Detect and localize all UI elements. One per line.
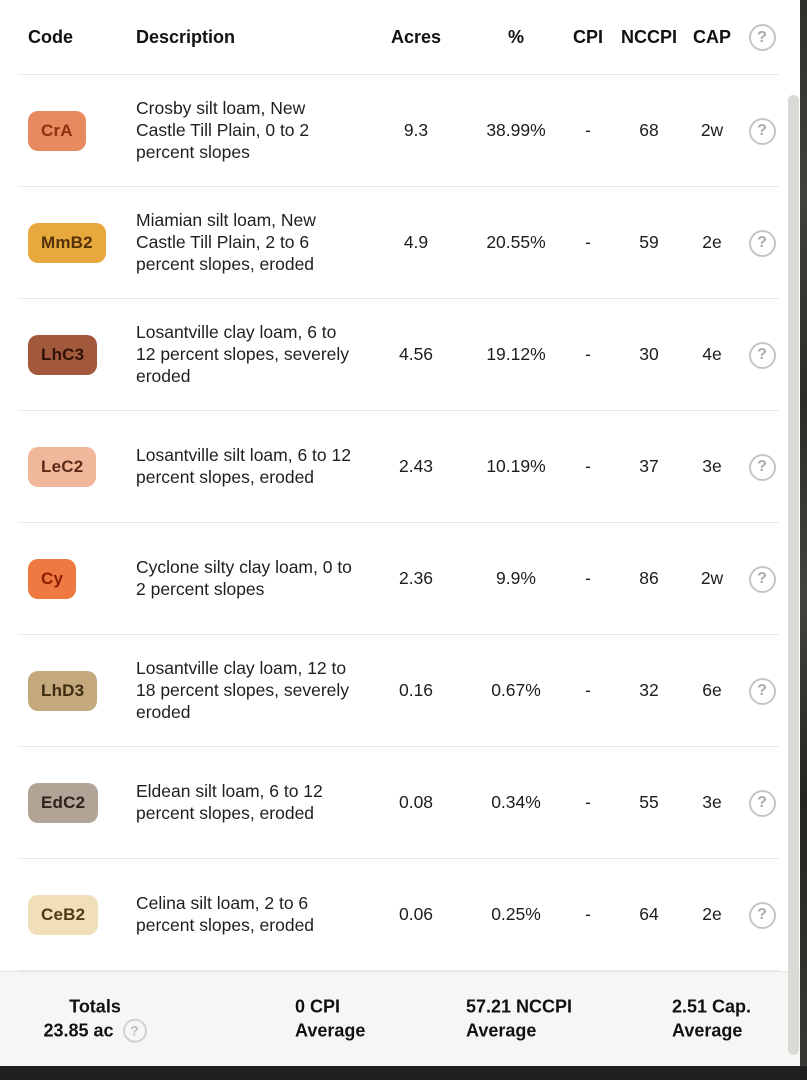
soil-code-badge: CrA — [28, 111, 86, 150]
soil-description: Losantville clay loam, 12 to 18 percent slopes, severely eroded — [136, 658, 350, 722]
code-cell — [18, 447, 136, 486]
row-help[interactable] — [736, 790, 788, 817]
cap-value: 2e — [702, 232, 722, 253]
cpi-value: - — [585, 232, 591, 253]
acres-value: 4.56 — [398, 344, 434, 365]
cap-value: 3e — [702, 792, 722, 813]
cap-average-block — [672, 995, 751, 1044]
percent-value: 20.55% — [486, 232, 546, 253]
cpi-value: - — [585, 344, 591, 365]
nccpi-value: 30 — [639, 344, 659, 365]
soil-code-badge: LhD3 — [28, 671, 97, 710]
soil-code-badge: CeB2 — [28, 895, 98, 934]
nccpi-value: 32 — [639, 680, 659, 701]
table-header — [0, 0, 800, 75]
table-row — [0, 75, 800, 187]
soil-description: Celina silt loam, 2 to 6 percent slopes, eroded — [136, 893, 315, 935]
percent-value: 38.99% — [486, 120, 546, 141]
nccpi-value: 37 — [639, 456, 659, 477]
nccpi-value: 68 — [639, 120, 659, 141]
table-row — [0, 635, 800, 747]
row-help[interactable] — [736, 118, 788, 145]
help-icon[interactable]: ? — [749, 902, 776, 929]
soil-table-body — [0, 75, 807, 971]
nccpi-value: 59 — [639, 232, 659, 253]
soil-description: Crosby silt loam, New Castle Till Plain, 0 to 2 percent slopes — [136, 98, 310, 162]
totals-help-icon[interactable]: ? — [123, 1019, 147, 1043]
code-cell — [18, 111, 136, 150]
help-icon[interactable]: ? — [749, 230, 776, 257]
column-header-percent: % — [507, 27, 524, 47]
help-icon[interactable]: ? — [749, 566, 776, 593]
bottom-bar — [0, 1066, 807, 1080]
soil-code-badge: MmB2 — [28, 223, 106, 262]
cap-value: 2w — [700, 568, 724, 589]
cap-average-value: 2.51 Cap. — [672, 996, 752, 1017]
acres-value: 0.08 — [398, 792, 434, 813]
cpi-value: - — [585, 680, 591, 701]
soil-code-badge: LhC3 — [28, 335, 97, 374]
percent-value: 0.25% — [491, 904, 541, 925]
column-header-cap: CAP — [692, 27, 731, 47]
soil-code-badge: Cy — [28, 559, 76, 598]
row-help[interactable] — [736, 902, 788, 929]
acres-value: 9.3 — [403, 120, 429, 141]
soil-description: Losantville clay loam, 6 to 12 percent slopes, severely eroded — [136, 322, 350, 386]
cpi-value: - — [585, 904, 591, 925]
cpi-average-block — [295, 995, 365, 1044]
cap-value: 2e — [702, 904, 722, 925]
nccpi-average-value: 57.21 NCCPI — [466, 996, 573, 1017]
code-cell — [18, 223, 136, 262]
header-help[interactable] — [736, 24, 788, 51]
percent-value: 0.67% — [491, 680, 541, 701]
column-header-cpi: CPI — [572, 27, 603, 47]
column-header-code: Code — [28, 27, 73, 47]
help-icon[interactable]: ? — [749, 678, 776, 705]
nccpi-value: 64 — [639, 904, 659, 925]
percent-value: 19.12% — [486, 344, 546, 365]
row-help[interactable] — [736, 678, 788, 705]
table-row — [0, 747, 800, 859]
column-header-nccpi: NCCPI — [620, 27, 677, 47]
row-help[interactable] — [736, 342, 788, 369]
help-icon[interactable]: ? — [749, 24, 776, 51]
cap-value: 3e — [702, 456, 722, 477]
help-icon[interactable]: ? — [749, 454, 776, 481]
nccpi-average-label: Average — [466, 1021, 537, 1041]
table-row — [0, 523, 800, 635]
help-icon[interactable]: ? — [749, 118, 776, 145]
totals-label: Totals — [69, 996, 121, 1017]
soil-code-badge: LeC2 — [28, 447, 96, 486]
code-cell — [18, 671, 136, 710]
code-cell — [18, 895, 136, 934]
row-help[interactable] — [736, 566, 788, 593]
acres-value: 0.06 — [398, 904, 434, 925]
acres-value: 0.16 — [398, 680, 434, 701]
row-help[interactable] — [736, 454, 788, 481]
cpi-average-label: Average — [295, 1021, 366, 1041]
code-cell — [18, 559, 136, 598]
code-cell — [18, 335, 136, 374]
vertical-scrollbar[interactable] — [788, 95, 799, 1055]
percent-value: 0.34% — [491, 792, 541, 813]
totals-footer — [0, 971, 800, 1066]
soil-description: Eldean silt loam, 6 to 12 percent slopes, eroded — [136, 781, 323, 823]
nccpi-value: 86 — [639, 568, 659, 589]
help-icon[interactable]: ? — [749, 790, 776, 817]
cpi-value: - — [585, 792, 591, 813]
percent-value: 10.19% — [486, 456, 546, 477]
cpi-value: - — [585, 456, 591, 477]
table-row — [0, 299, 800, 411]
table-row — [0, 411, 800, 523]
table-row — [0, 187, 800, 299]
soil-description: Miamian silt loam, New Castle Till Plain, 2 to 6 percent slopes, eroded — [136, 210, 316, 274]
soil-code-badge: EdC2 — [28, 783, 98, 822]
cpi-average-value: 0 CPI — [295, 996, 341, 1017]
code-cell — [18, 783, 136, 822]
acres-value: 4.9 — [403, 232, 429, 253]
cap-value: 4e — [702, 344, 722, 365]
nccpi-value: 55 — [639, 792, 659, 813]
cap-value: 6e — [702, 680, 722, 701]
totals-block — [20, 995, 170, 1044]
row-help[interactable] — [736, 230, 788, 257]
map-background-edge — [800, 0, 807, 1080]
acres-value: 2.36 — [398, 568, 434, 589]
soil-description: Losantville silt loam, 6 to 12 percent slopes, eroded — [136, 445, 351, 487]
cap-average-label: Average — [672, 1021, 743, 1041]
cap-value: 2w — [700, 120, 724, 141]
column-header-acres: Acres — [390, 27, 442, 47]
percent-value: 9.9% — [496, 568, 536, 589]
cpi-value: - — [585, 568, 591, 589]
cpi-value: - — [585, 120, 591, 141]
acres-value: 2.43 — [398, 456, 434, 477]
totals-acres-value: 23.85 ac — [43, 1021, 114, 1041]
column-header-description: Description — [136, 27, 236, 47]
nccpi-average-block — [466, 995, 572, 1044]
soil-description: Cyclone silty clay loam, 0 to 2 percent slopes — [136, 557, 352, 599]
table-row — [0, 859, 800, 971]
help-icon[interactable]: ? — [749, 342, 776, 369]
